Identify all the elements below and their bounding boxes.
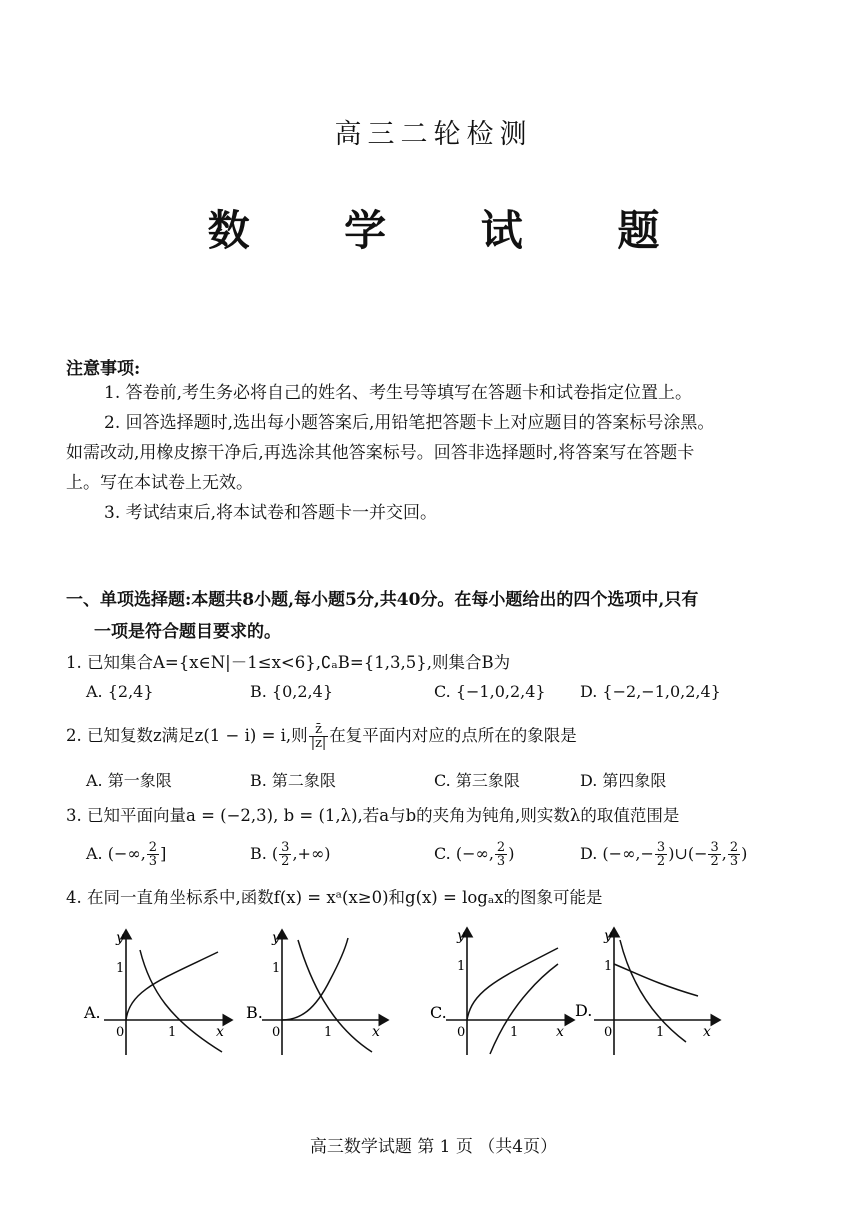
graph-a-label: A.: [84, 1003, 101, 1022]
graph-c-origin: 0: [457, 1025, 466, 1040]
q3d-fraction-1: [655, 841, 667, 868]
q3b-num: 3: [281, 840, 290, 855]
q3b-pre: B. (: [250, 844, 279, 863]
q3b-post: ,+∞): [292, 844, 331, 863]
q3b-den: 2: [281, 854, 290, 869]
q3c-num: 2: [496, 840, 506, 855]
question-1-option-c: C. {−1,0,2,4}: [434, 682, 546, 701]
graph-d-curve-power: [614, 964, 698, 996]
graph-b-tick-y-1: 1: [272, 961, 281, 976]
q3d-pre: D. (−∞,−: [580, 844, 654, 863]
q3a-pre: A. (−∞,: [86, 844, 146, 863]
graph-c-curve-log: [490, 964, 558, 1054]
graph-b-curve-log: [298, 940, 372, 1052]
graph-c-curve-power: [467, 948, 558, 1020]
q3d-fraction-3: [728, 841, 740, 868]
graph-d-origin: 0: [604, 1025, 613, 1040]
section-1-heading-line-2: 一项是符合题目要求的。: [94, 622, 281, 642]
graph-b-curve-power: [282, 938, 348, 1020]
notice-item-2-line-3: 上。写在本试卷上无效。: [66, 473, 253, 493]
section-1-heading-line-1: 一、单项选择题:本题共8小题,每小题5分,共40分。在每小题给出的四个选项中,只有: [66, 590, 699, 610]
graph-a-x-label: x: [216, 1024, 224, 1040]
notice-item-3: 3. 考试结束后,将本试卷和答题卡一并交回。: [104, 503, 438, 523]
question-3-option-b: [250, 834, 331, 874]
graph-c-tick-x-1: 1: [510, 1025, 519, 1040]
q3d-post: ): [741, 844, 748, 863]
q3d-mid: )∪(−: [668, 844, 708, 863]
graph-b: [246, 930, 388, 1055]
graph-a-y-label: y: [116, 930, 124, 946]
question-2-option-d: D. 第四象限: [580, 771, 667, 790]
graph-c: [430, 928, 574, 1055]
graph-d-tick-x-1: 1: [656, 1025, 665, 1040]
question-1-option-b: B. {0,2,4}: [250, 682, 333, 701]
graph-c-y-label: y: [457, 928, 465, 944]
graph-c-x-label: x: [556, 1024, 564, 1040]
graph-d-label: D.: [575, 1001, 593, 1020]
question-1-option-a: A. {2,4}: [86, 682, 154, 701]
question-2-stem-post: 在复平面内对应的点所在的象限是: [329, 726, 577, 745]
question-2-stem-pre: 2. 已知复数z满足z(1 − i) = i,则: [66, 726, 308, 745]
q3d-den3: 3: [729, 854, 739, 869]
exam-subtitle: 高三二轮检测: [334, 119, 533, 150]
question-4-stem: 4. 在同一直角坐标系中,函数f(x) = xᵃ(x≥0)和g(x) = logₐx的图象可能是: [66, 888, 603, 907]
q3d-fraction-2: [708, 841, 720, 868]
notice-item-2-line-2: 如需改动,用橡皮擦干净后,再选涂其他答案标号。回答非选择题时,将答案写在答题卡: [66, 443, 695, 463]
graph-a-tick-y-1: 1: [116, 961, 125, 976]
question-2-fraction-denominator: |z|: [310, 736, 327, 751]
q3c-pre: C. (−∞,: [434, 844, 494, 863]
graph-d-y-label: y: [604, 928, 612, 944]
q3a-num: 2: [148, 840, 158, 855]
q3a-post: ]: [160, 844, 167, 863]
graph-d-curve-log: [620, 940, 686, 1042]
q3d-den2: 2: [710, 854, 719, 869]
question-2-fraction: [309, 723, 329, 750]
graph-b-label: B.: [246, 1003, 263, 1022]
notice-heading: 注意事项:: [66, 359, 141, 379]
q3a-fraction: [147, 841, 159, 868]
q3c-den: 3: [496, 854, 506, 869]
question-3-option-c: [434, 834, 514, 874]
question-2-stem: [66, 716, 577, 756]
exam-title: 数 学 试 题: [207, 206, 700, 255]
q3c-post: ): [508, 844, 515, 863]
q3d-sep: ,: [721, 844, 727, 863]
graph-b-tick-x-1: 1: [324, 1025, 333, 1040]
question-2-option-a: A. 第一象限: [86, 771, 172, 790]
graph-b-x-label: x: [372, 1024, 380, 1040]
graph-c-tick-y-1: 1: [457, 959, 466, 974]
question-4-graphs: [0, 920, 867, 1070]
question-2-fraction-numerator: z̄: [309, 723, 329, 737]
graph-a-curve-power: [126, 952, 218, 1020]
q3c-fraction: [495, 841, 507, 868]
question-3-option-d: [580, 834, 747, 874]
question-1-option-d: D. {−2,−1,0,2,4}: [580, 682, 721, 701]
question-2-option-b: B. 第二象限: [250, 771, 336, 790]
graph-a-curve-log: [140, 950, 222, 1052]
question-3-option-a: [86, 834, 166, 874]
graph-c-label: C.: [430, 1003, 447, 1022]
q3d-den1: 2: [656, 854, 666, 869]
graph-b-origin: 0: [272, 1025, 281, 1040]
notice-item-2-line-1: 2. 回答选择题时,选出每小题答案后,用铅笔把答题卡上对应题目的答案标号涂黑。: [104, 413, 715, 433]
q3d-num1: 3: [656, 840, 666, 855]
notice-item-1: 1. 答卷前,考生务必将自己的姓名、考生号等填写在答题卡和试卷指定位置上。: [104, 383, 693, 403]
graph-d-x-label: x: [703, 1024, 711, 1040]
question-3-stem: 3. 已知平面向量a = (−2,3), b = (1,λ),若a与b的夹角为钝角,则实数λ的取值范围是: [66, 806, 680, 825]
page-footer: 高三数学试题 第 1 页 （共4页）: [309, 1137, 558, 1157]
q3d-num3: 2: [729, 840, 739, 855]
question-2-option-c: C. 第三象限: [434, 771, 520, 790]
graph-a: [83, 930, 232, 1055]
graph-b-y-label: y: [272, 930, 280, 946]
q3d-num2: 3: [710, 840, 719, 855]
q3a-den: 3: [148, 854, 158, 869]
graph-d-tick-y-1: 1: [604, 959, 613, 974]
graph-a-origin: 0: [116, 1025, 125, 1040]
graph-d: [575, 928, 720, 1055]
q3b-fraction: [279, 841, 291, 868]
question-1-stem: 1. 已知集合A={x∈N|－1≤x<6},∁ₐB={1,3,5},则集合B为: [66, 653, 511, 672]
graph-a-tick-x-1: 1: [168, 1025, 177, 1040]
